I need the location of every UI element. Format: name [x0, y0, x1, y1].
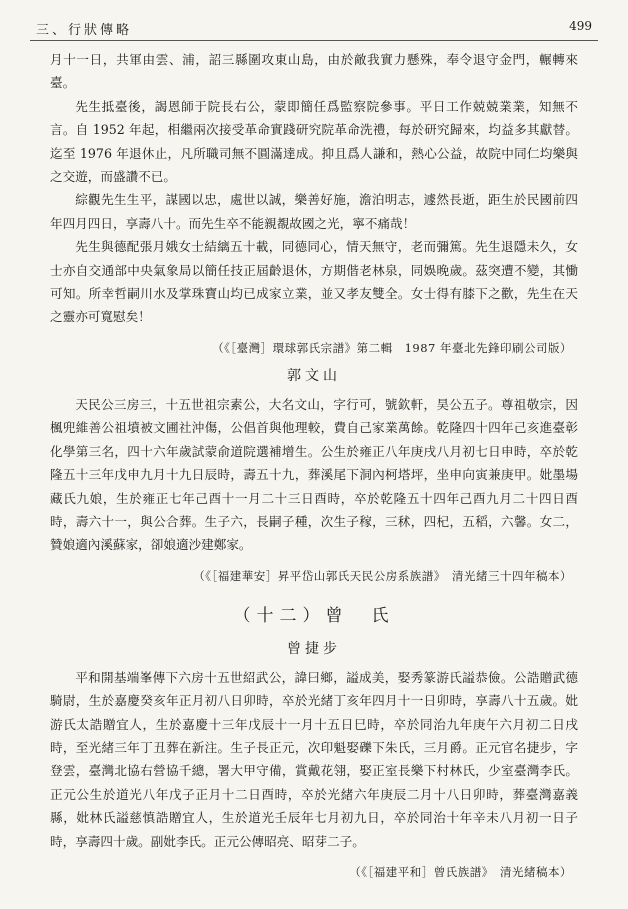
- page-number: 499: [569, 19, 592, 33]
- section-title: 三、行狀傳略: [36, 23, 133, 38]
- running-header: [30, 14, 598, 41]
- paragraph: 平和開基端峯傳下六房十五世紹武公，諱曰鄉，謚成美，娶秀篆游氏謚恭儉。公誥贈武德騎尉，生於嘉慶癸亥年正月初八日卯時，卒於光緒丁亥年四月十一日卯時，享壽八十五歲。妣游氏太誥贈宜人，生於嘉慶十三年戊辰十一月十五日巳時，卒於同治九年庚午六月初二日戌時，至光緒三年丁丑葬在新注。生子長正元，次印魁娶礫下朱氏，三月爵。正元官名捷步，字登雲，臺灣北協右營協千總，署大甲守備，賞戴花翎，娶正室長樂下村林氏，少室臺灣李氏。正元公生於道光八年戊子正月十二日酉時，卒於光緒六年庚辰二月十八日卯時，葬臺灣嘉義縣，妣林氏謚慈慎誥贈宜人，生於道光壬辰年七月初九日，卒於同治十年辛未八月初一日子時，享壽四十歲。副妣李氏。正元公傳昭亮、昭芽二子。: [50, 669, 578, 849]
- biography-name: 郭文山: [287, 367, 341, 384]
- paragraph: 月十一日，共軍由雲、浦，詔三縣圍攻東山島，由於敵我實力懸殊，奉令退守金門，輾轉來臺。: [50, 52, 578, 91]
- paragraph: 先生與德配張月娥女士結縭五十載，同德同心，情天無守，老而彌篤。先生退隱未久，女士亦自交通部中央氣象局以簡任技正屆齡退休，方期偕老林泉，同娛晚歲。茲突遭不變，其慟可知。所幸哲嗣川水及掌珠寶山均已成家立業，並又孝友雙全。女士得有膝下之歡，先生在天之靈亦可寬慰矣！: [50, 239, 578, 325]
- source-citation: （《［福建平和］曾氏族譜》 清光緒稿本）: [349, 864, 572, 879]
- biography-name: 曾捷步: [287, 640, 341, 657]
- paragraph: 綜觀先生生平，謀國以忠，處世以誠，樂善好施，澹泊明志，遽然長逝，距生於民國前四年四月四日，享壽八十。而先生卒不能親覩故國之光，寧不痛哉！: [50, 192, 578, 231]
- paragraph: 天民公三房三，十五世祖宗素公，大名文山，字行可，號欽軒，昊公五子。尊祖敬宗，因楓兜維善公祖墳被文圃社沖傷，公倡首與他理較，費自己家業萬餘。乾隆四十四年己亥進臺彰化學第三名，四十六年歲試蒙俞道院選補增生。公生於雍正八年庚戌八月初七日申時，卒於乾隆五十三年戊申九月十九日辰時，壽五十九，葬溪尾下洞內柯塔坪，坐申向寅兼庚甲。妣墨場藏氏九娘，生於雍正七年己酉十一月二十三日酉時，卒於乾隆五十四年己酉九月二十四日酉時，壽六十一，與公合葬。生子六，長嗣子種，次生子稼，三秫，四杞，五稻，六馨。女二，贊娘適內溪蘇家，卻娘適沙建鄭家。: [50, 396, 578, 553]
- source-citation: （《［福建華安］昇平岱山郭氏天民公房系族譜》 清光緒三十四年稿本）: [193, 568, 572, 583]
- paragraph: 先生抵臺後，謁恩師于院長右公，蒙即簡任爲監察院參事。平日工作兢兢業業，知無不言。自 1952 年起，相繼兩次接受革命實踐研究院革命洗禮，每於研究歸來，均益多其獻替。迄至 1976 年退休止，凡所職司無不圓滿達成。抑且爲人謙和，熱心公益，故院中同仁均樂與之交遊，而盛讚不已。: [50, 98, 578, 185]
- source-citation: （《［臺灣］環球郭氏宗譜》第二輯 1987 年臺北先鋒印刷公司版）: [212, 340, 572, 355]
- section-heading: （十二）曾 氏: [233, 605, 395, 626]
- document-body: [50, 48, 578, 888]
